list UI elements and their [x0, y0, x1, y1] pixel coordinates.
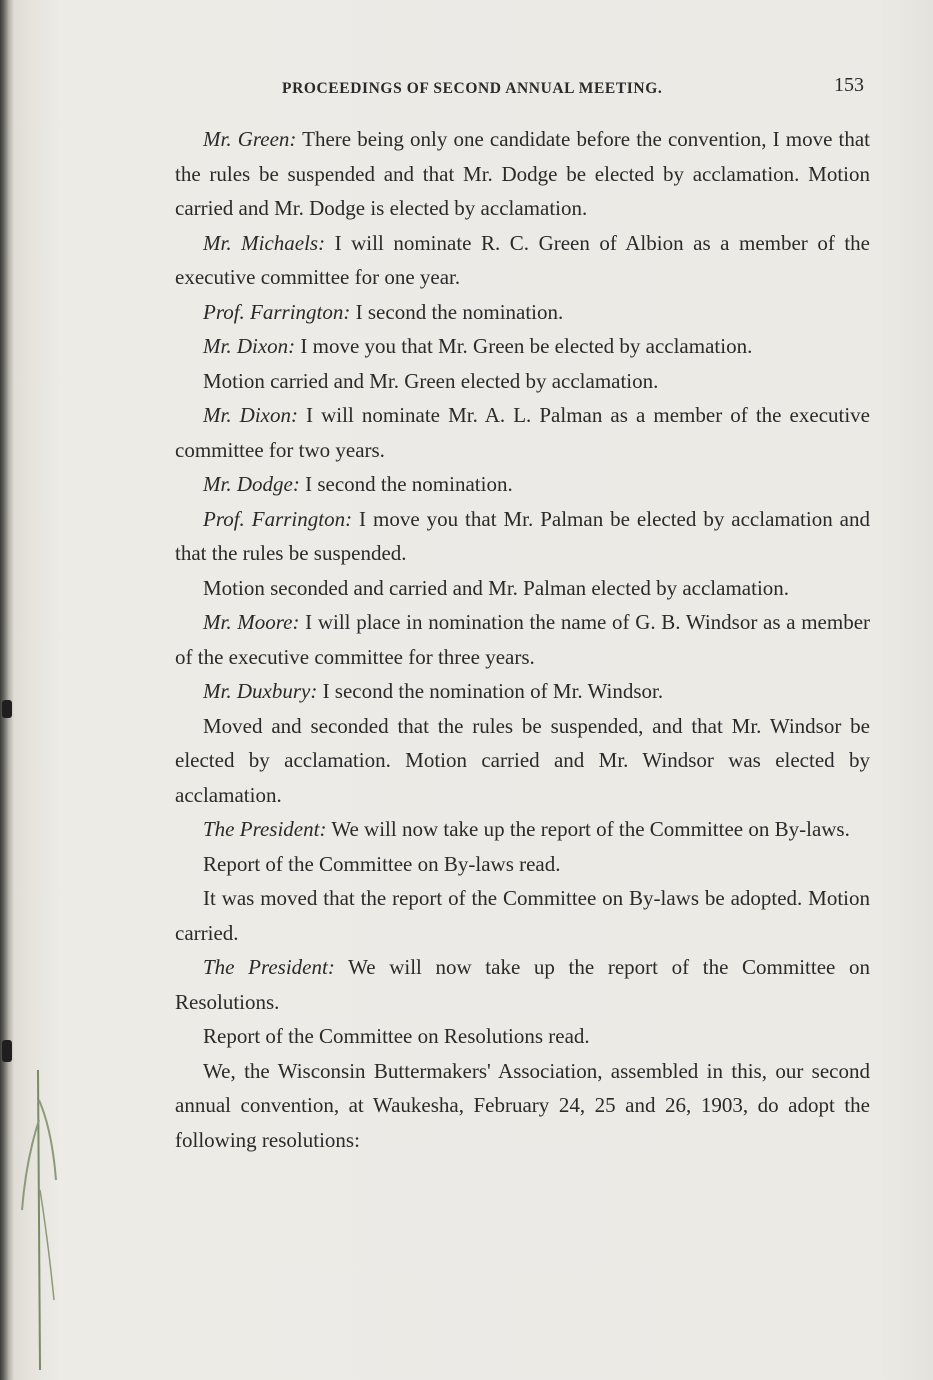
- speaker-name: Prof. Farrington:: [203, 299, 351, 324]
- paragraph: [175, 364, 870, 399]
- paragraph: [175, 329, 870, 364]
- paragraph: [175, 1019, 870, 1054]
- page-number: 153: [834, 74, 864, 96]
- paragraph-text: We will now take up the report of the Committee on By-laws.: [326, 817, 850, 841]
- paragraph: [175, 226, 870, 295]
- paragraph-text: It was moved that the report of the Committee on By-laws be adopted. Motion carried.: [175, 886, 870, 945]
- page-header: [282, 74, 872, 104]
- speaker-name: Mr. Dixon:: [203, 334, 296, 358]
- paragraph-text: I second the nomination.: [350, 299, 564, 324]
- paragraph: [175, 398, 870, 467]
- speaker-name: Mr. Green:: [203, 127, 297, 151]
- paragraph: [175, 605, 870, 674]
- paragraph: [175, 1054, 870, 1158]
- paragraph: [175, 881, 870, 950]
- running-head: PROCEEDINGS OF SECOND ANNUAL MEETING.: [282, 80, 663, 97]
- paragraph-text: I will nominate R. C. Green of Albion as a member of the executive committee for one year.: [175, 230, 870, 289]
- paragraph-text: We, the Wisconsin Buttermakers' Association, assembled in this, our second annual convention, at Waukesha, February 24, 25 and 26, 1903, do adopt the following resolutions:: [175, 1058, 870, 1152]
- body-text: [175, 122, 870, 1157]
- paragraph-text: I second the nomination of Mr. Windsor.: [317, 679, 664, 703]
- paragraph-text: I move you that Mr. Palman be elected by acclamation and that the rules be suspended.: [175, 506, 870, 565]
- paragraph-text: I will place in nomination the name of G. B. Windsor as a member of the executive committee for three years.: [175, 610, 871, 669]
- paragraph-text: I will nominate Mr. A. L. Palman as a member of the executive committee for two years.: [175, 403, 871, 462]
- speaker-name: Mr. Michaels:: [203, 230, 326, 255]
- paragraph: [175, 950, 870, 1019]
- binding-clip-mark: [2, 700, 12, 718]
- speaker-name: Prof. Farrington:: [203, 506, 353, 531]
- paragraph: [175, 467, 870, 502]
- speaker-name: Mr. Moore:: [203, 610, 300, 634]
- paragraph: [175, 847, 870, 882]
- paragraph-text: There being only one candidate before the convention, I move that the rules be suspended and that Mr. Dodge be elected by acclamation. Motion carried and Mr. Dodge is elected by acclamation.: [175, 127, 871, 220]
- paragraph-text: Motion carried and Mr. Green elected by acclamation.: [203, 368, 659, 393]
- paragraph-text: I second the nomination.: [299, 472, 513, 496]
- paragraph: [175, 571, 870, 606]
- speaker-name: Mr. Duxbury:: [203, 679, 318, 703]
- paragraph: [175, 709, 870, 813]
- speaker-name: The President:: [203, 955, 335, 979]
- paragraph: [175, 122, 870, 226]
- book-binding-edge: [0, 0, 14, 1380]
- paragraph: [175, 812, 870, 847]
- paragraph-text: Report of the Committee on By-laws read.: [203, 851, 561, 876]
- paragraph: [175, 674, 870, 709]
- paragraph-text: We will now take up the report of the Committee on Resolutions.: [175, 955, 870, 1014]
- paragraph-text: I move you that Mr. Green be elected by acclamation.: [295, 334, 753, 358]
- paragraph: [175, 502, 870, 571]
- paragraph-text: Motion seconded and carried and Mr. Palman elected by acclamation.: [203, 575, 790, 600]
- speaker-name: Mr. Dixon:: [203, 403, 298, 427]
- speaker-name: Mr. Dodge:: [203, 472, 300, 496]
- paragraph-text: Moved and seconded that the rules be suspended, and that Mr. Windsor be elected by acclamation. Motion carried and Mr. Windsor was elected by acclamation.: [175, 713, 870, 807]
- paragraph-text: Report of the Committee on Resolutions read.: [203, 1024, 590, 1048]
- pressed-plant-stem-image: [18, 1070, 58, 1370]
- binding-clip-mark: [2, 1040, 12, 1062]
- paragraph: [175, 295, 870, 330]
- speaker-name: The President:: [203, 817, 327, 841]
